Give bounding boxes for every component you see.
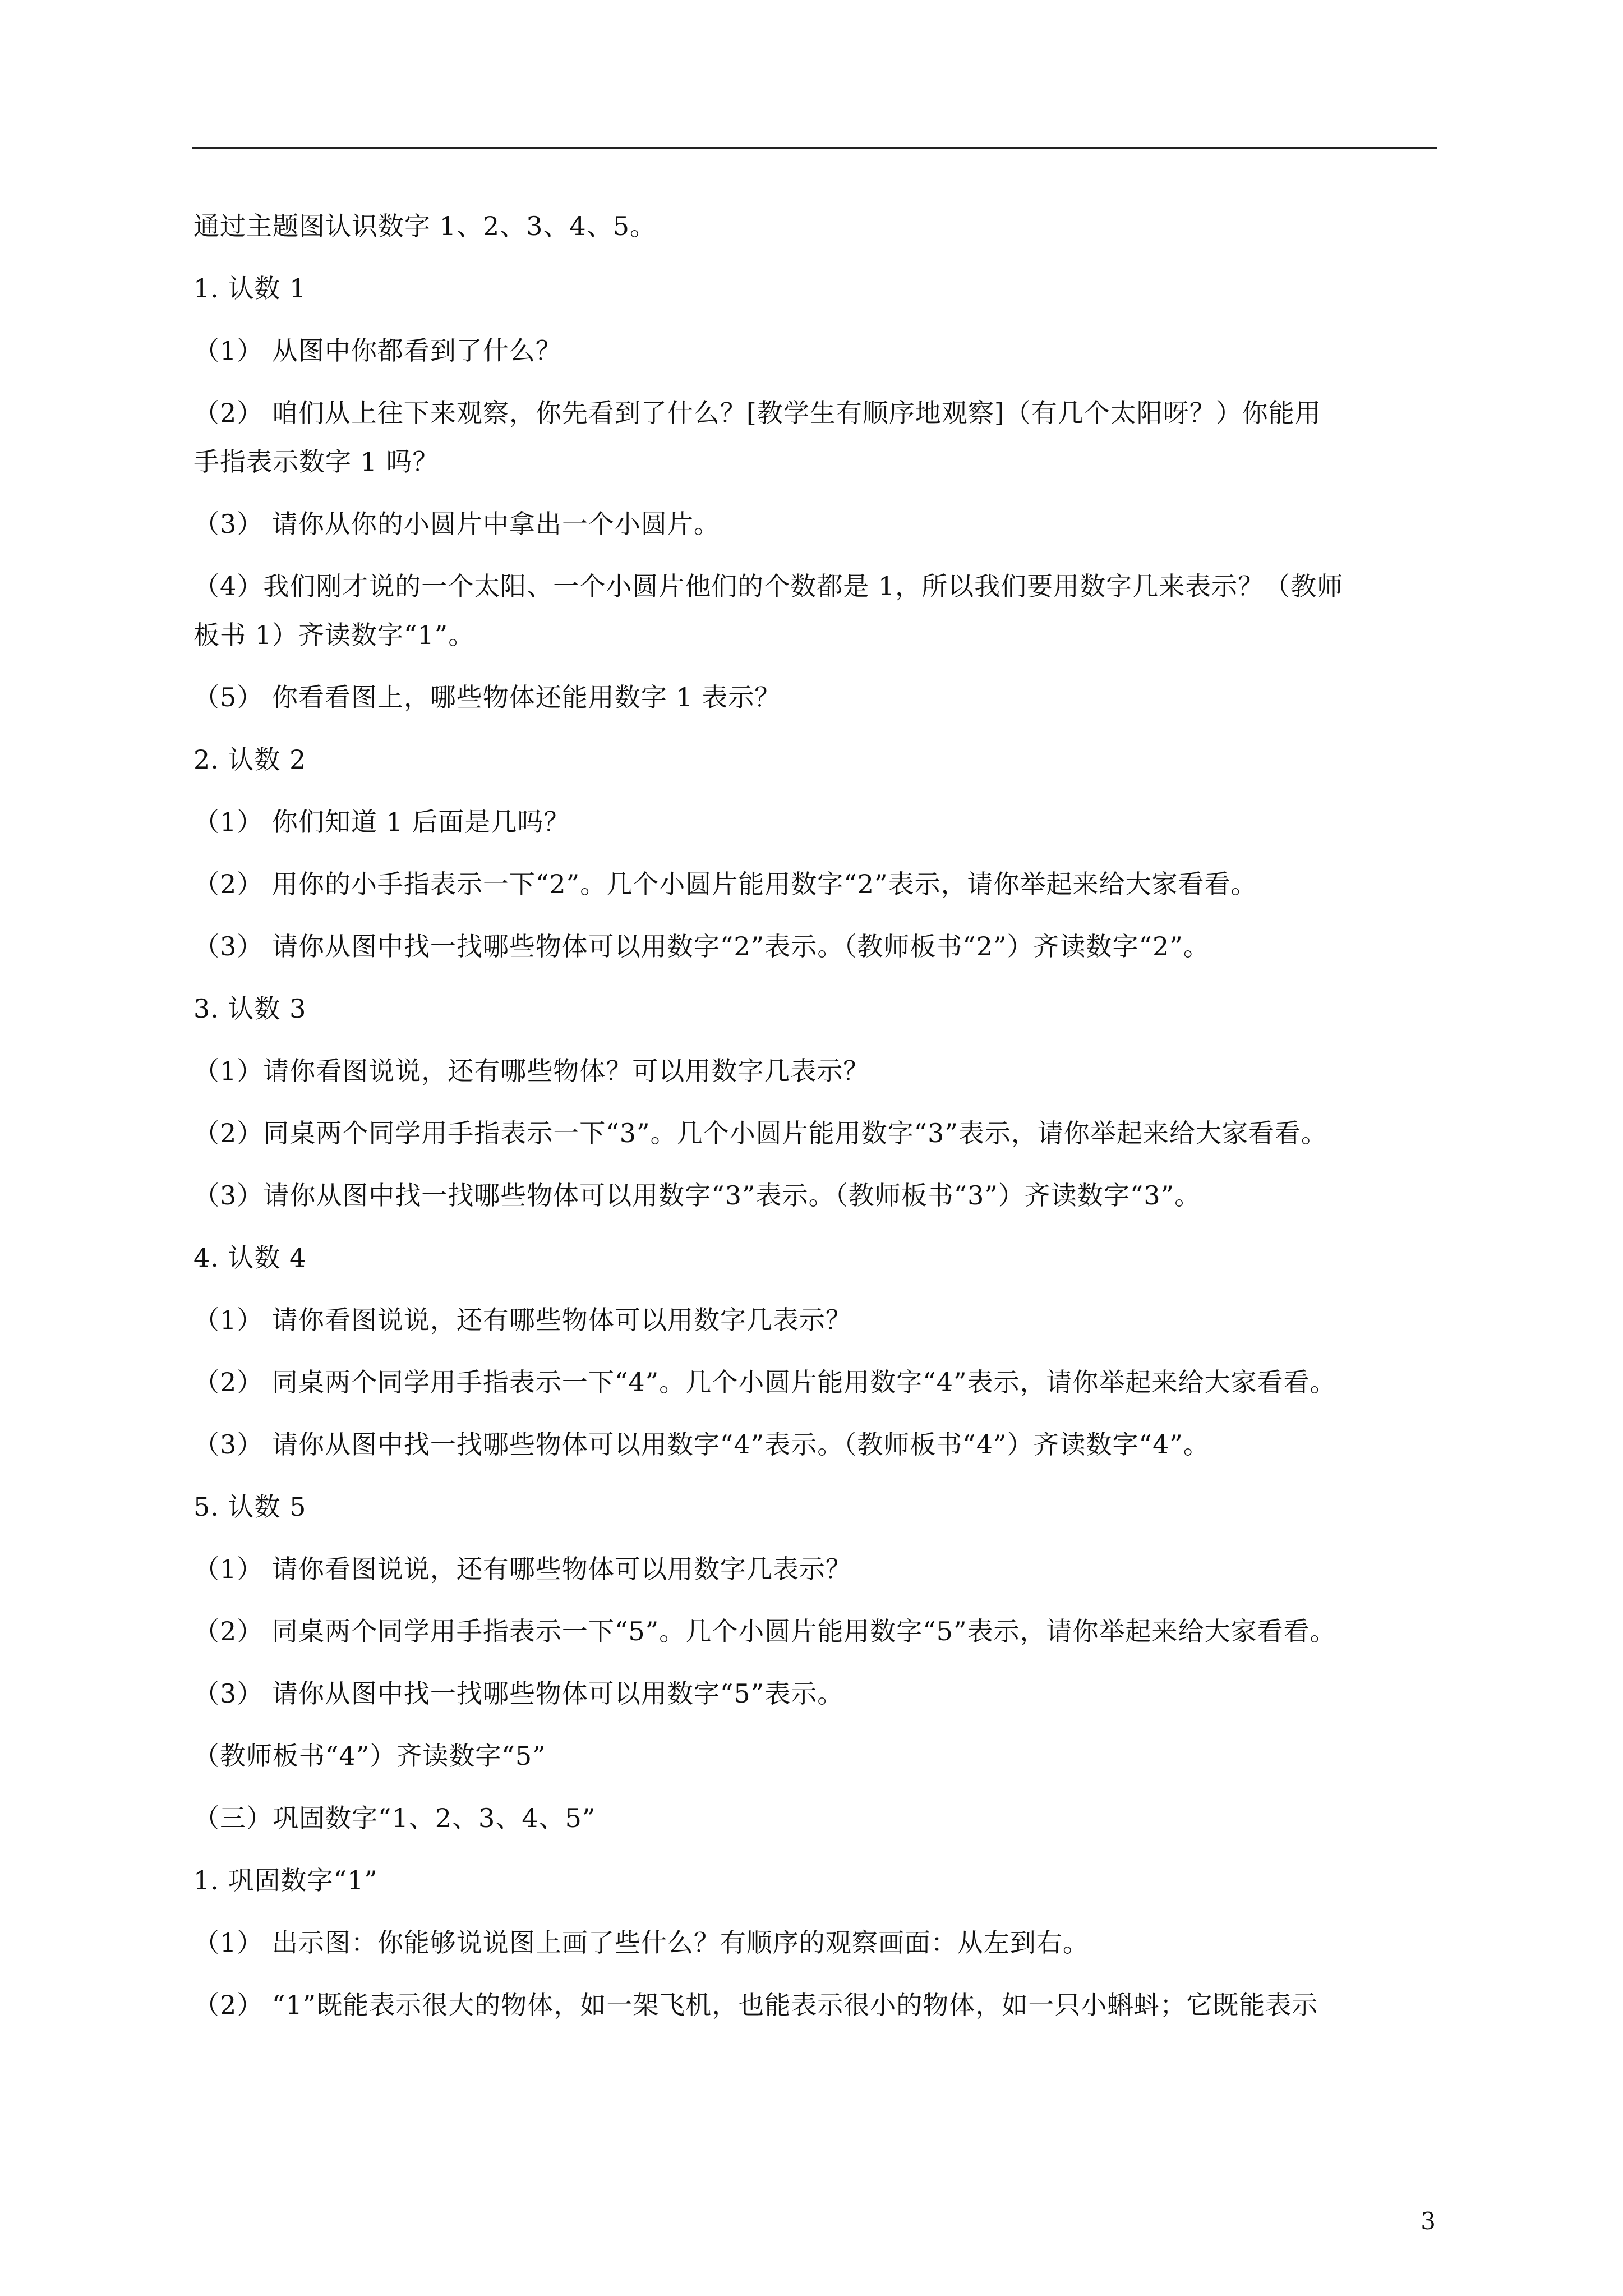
list-item: （2） 用你的小手指表示一下“2”。几个小圆片能用数字“2”表示，请你举起来给大家看看。	[193, 869, 1257, 899]
section-heading: 3. 认数 3	[193, 993, 307, 1024]
list-item-continuation: 板书 1）齐读数字“1”。	[193, 620, 475, 650]
paragraph: （教师板书“4”）齐读数字“5”	[193, 1741, 546, 1771]
section-heading: 2. 认数 2	[193, 744, 307, 775]
section-heading: 1. 认数 1	[193, 273, 307, 303]
list-item: （3） 请你从你的小圆片中拿出一个小圆片。	[193, 509, 720, 539]
list-item: （1） 你们知道 1 后面是几吗？	[193, 807, 570, 837]
section-heading: 1. 巩固数字“1”	[193, 1865, 378, 1895]
list-item: （3） 请你从图中找一找哪些物体可以用数字“5”表示。	[193, 1678, 844, 1709]
page-number: 3	[1421, 2207, 1436, 2235]
list-item: （1） 出示图：你能够说说图上画了些什么？有顺序的观察画面：从左到右。	[193, 1927, 1089, 1958]
list-item: （1）请你看图说说，还有哪些物体？可以用数字几表示？	[193, 1056, 870, 1086]
list-item: （2） 同桌两个同学用手指表示一下“5”。几个小圆片能用数字“5”表示，请你举起来给大家看看。	[193, 1616, 1336, 1646]
list-item: （1） 从图中你都看到了什么？	[193, 335, 562, 366]
document-body	[193, 210, 1436, 2051]
section-heading: 4. 认数 4	[193, 1243, 307, 1273]
section-heading: 5. 认数 5	[193, 1492, 307, 1522]
list-item: （1） 请你看图说说，还有哪些物体可以用数字几表示？	[193, 1554, 852, 1584]
list-item: （2） 咱们从上往下来观察，你先看到了什么？[教学生有顺序地观察]（有几个太阳呀？）你能用	[193, 398, 1321, 428]
list-item: （2） “1”既能表示很大的物体，如一架飞机，也能表示很小的物体，如一只小蝌蚪；它既能表示	[193, 1990, 1318, 2020]
paragraph: 通过主题图认识数字 1、2、3、4、5。	[193, 211, 656, 241]
list-item: （3） 请你从图中找一找哪些物体可以用数字“2”表示。（教师板书“2”）齐读数字“2”。	[193, 931, 1210, 961]
list-item: （3） 请你从图中找一找哪些物体可以用数字“4”表示。（教师板书“4”）齐读数字“4”。	[193, 1429, 1210, 1460]
list-item: （4）我们刚才说的一个太阳、一个小圆片他们的个数都是 1，所以我们要用数字几来表示？（教师	[193, 571, 1344, 601]
section-heading: （三）巩固数字“1、2、3、4、5”	[193, 1803, 596, 1833]
list-item: （3）请你从图中找一找哪些物体可以用数字“3”表示。（教师板书“3”）齐读数字“3”。	[193, 1180, 1201, 1211]
list-item: （2）同桌两个同学用手指表示一下“3”。几个小圆片能用数字“3”表示，请你举起来给大家看看。	[193, 1118, 1327, 1148]
list-item: （1） 请你看图说说，还有哪些物体可以用数字几表示？	[193, 1305, 852, 1335]
list-item-continuation: 手指表示数字 1 吗？	[193, 447, 439, 477]
header-rule	[192, 147, 1437, 149]
list-item: （5） 你看看图上，哪些物体还能用数字 1 表示？	[193, 682, 781, 712]
list-item: （2） 同桌两个同学用手指表示一下“4”。几个小圆片能用数字“4”表示，请你举起来给大家看看。	[193, 1367, 1336, 1397]
